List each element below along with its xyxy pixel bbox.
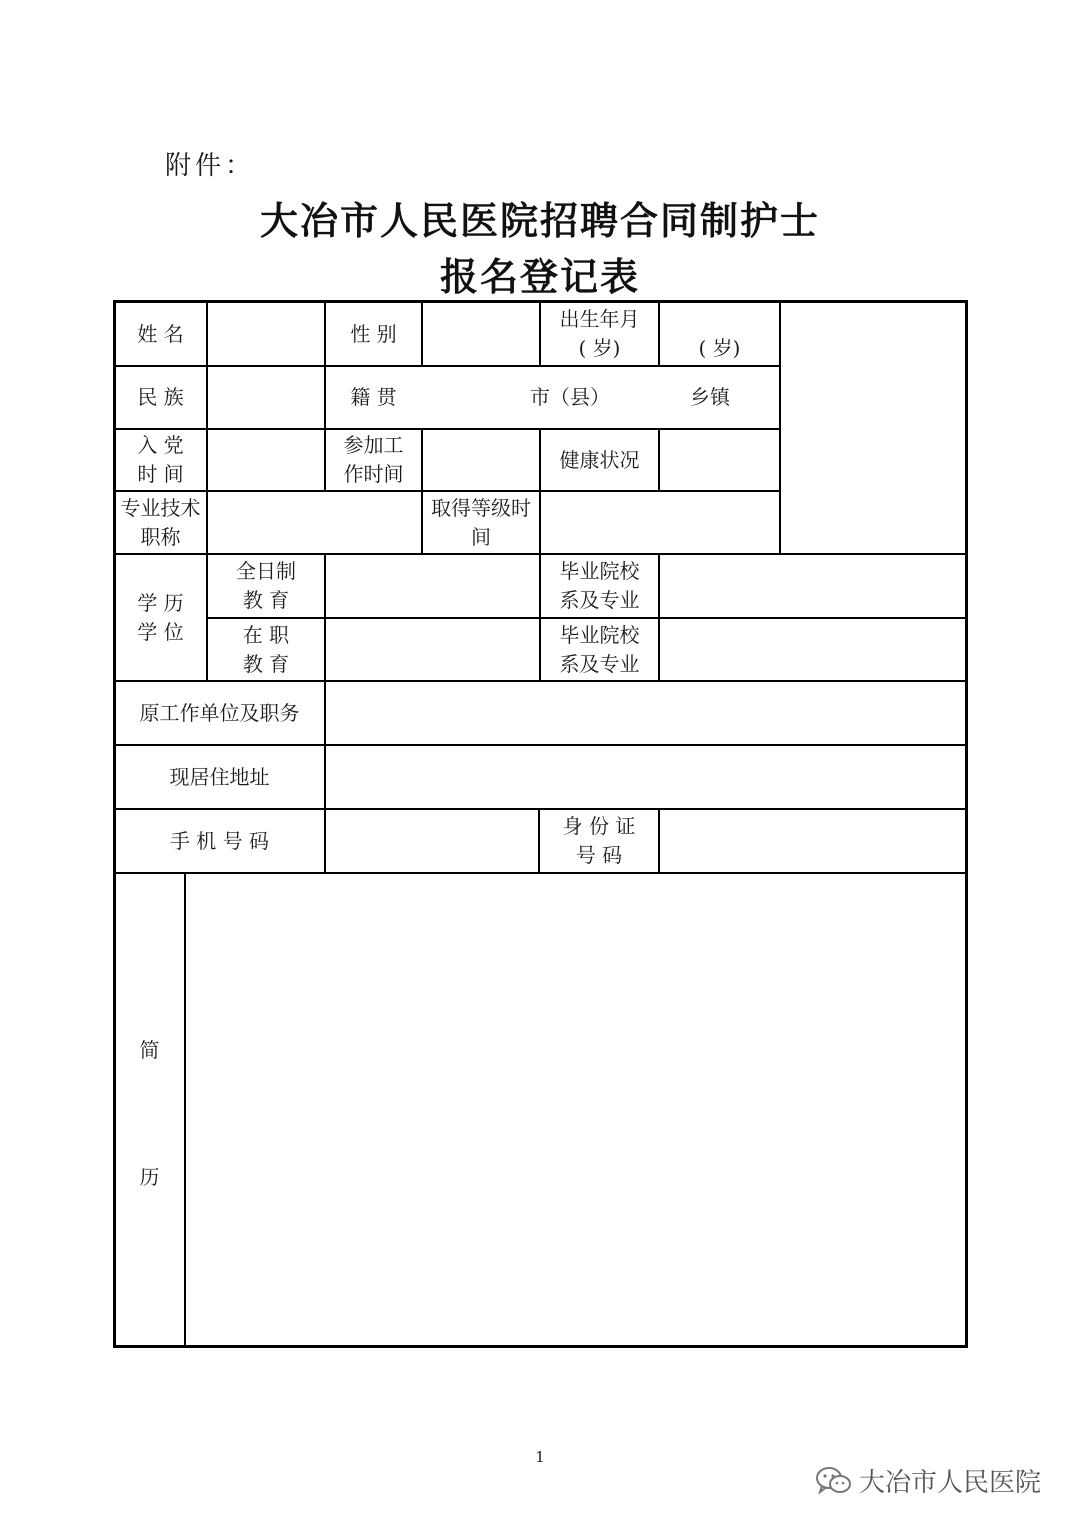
- label-name: 姓 名: [137, 321, 184, 346]
- attachment-label: 附件：: [165, 151, 256, 181]
- label-birth: 出生年月 ( 岁): [559, 307, 640, 360]
- label-fulltime-education: 全日制 教 育: [236, 559, 296, 612]
- label-resume-1: 简: [139, 1037, 160, 1062]
- form-title-line2: 报名登记表: [439, 255, 640, 299]
- label-grade-time: 取得等级时 间: [431, 495, 531, 549]
- label-township: 乡镇: [690, 385, 730, 409]
- row-line: [113, 872, 968, 874]
- photo-area-line: [779, 300, 781, 553]
- wechat-icon: [815, 1465, 853, 1497]
- label-current-address: 现居住地址: [169, 764, 270, 789]
- label-id-number: 身 份 证 号 码: [562, 814, 636, 867]
- table-border-bottom: [113, 1345, 968, 1348]
- page-number: 1: [535, 1448, 545, 1466]
- row-line: [113, 428, 780, 430]
- label-party-join-time: 入 党 时 间: [137, 433, 184, 486]
- value-age: ( 岁): [698, 336, 741, 360]
- watermark-text: 大冶市人民医院: [859, 1468, 1042, 1498]
- label-city-county: 市（县）: [530, 385, 610, 409]
- col-line: [658, 428, 660, 490]
- watermark: [815, 1462, 1041, 1499]
- label-health: 健康状况: [559, 447, 640, 472]
- col-line: [658, 808, 660, 872]
- label-education-degree: 学 历 学 位: [137, 590, 184, 644]
- form-title-line1: 大冶市人民医院招聘合同制护士: [259, 199, 820, 243]
- label-school-major-inservice: 毕业院校 系及专业: [559, 622, 640, 676]
- label-gender: 性 别: [350, 321, 397, 346]
- table-border-right: [965, 300, 968, 1348]
- col-line: [184, 872, 186, 1347]
- col-line: [421, 300, 423, 365]
- label-previous-work: 原工作单位及职务: [139, 700, 300, 725]
- label-inservice-education: 在 职 教 育: [242, 622, 290, 676]
- col-line: [658, 553, 660, 680]
- label-native-place: 籍 贯: [350, 385, 397, 409]
- label-phone: 手 机 号 码: [169, 828, 270, 853]
- label-school-major-fulltime: 毕业院校 系及专业: [559, 559, 640, 612]
- label-professional-title: 专业技术 职称: [120, 495, 201, 549]
- label-resume-2: 历: [139, 1164, 160, 1189]
- label-ethnicity: 民 族: [137, 385, 184, 409]
- label-work-start-time: 参加工 作时间: [343, 433, 404, 486]
- col-line: [324, 553, 326, 872]
